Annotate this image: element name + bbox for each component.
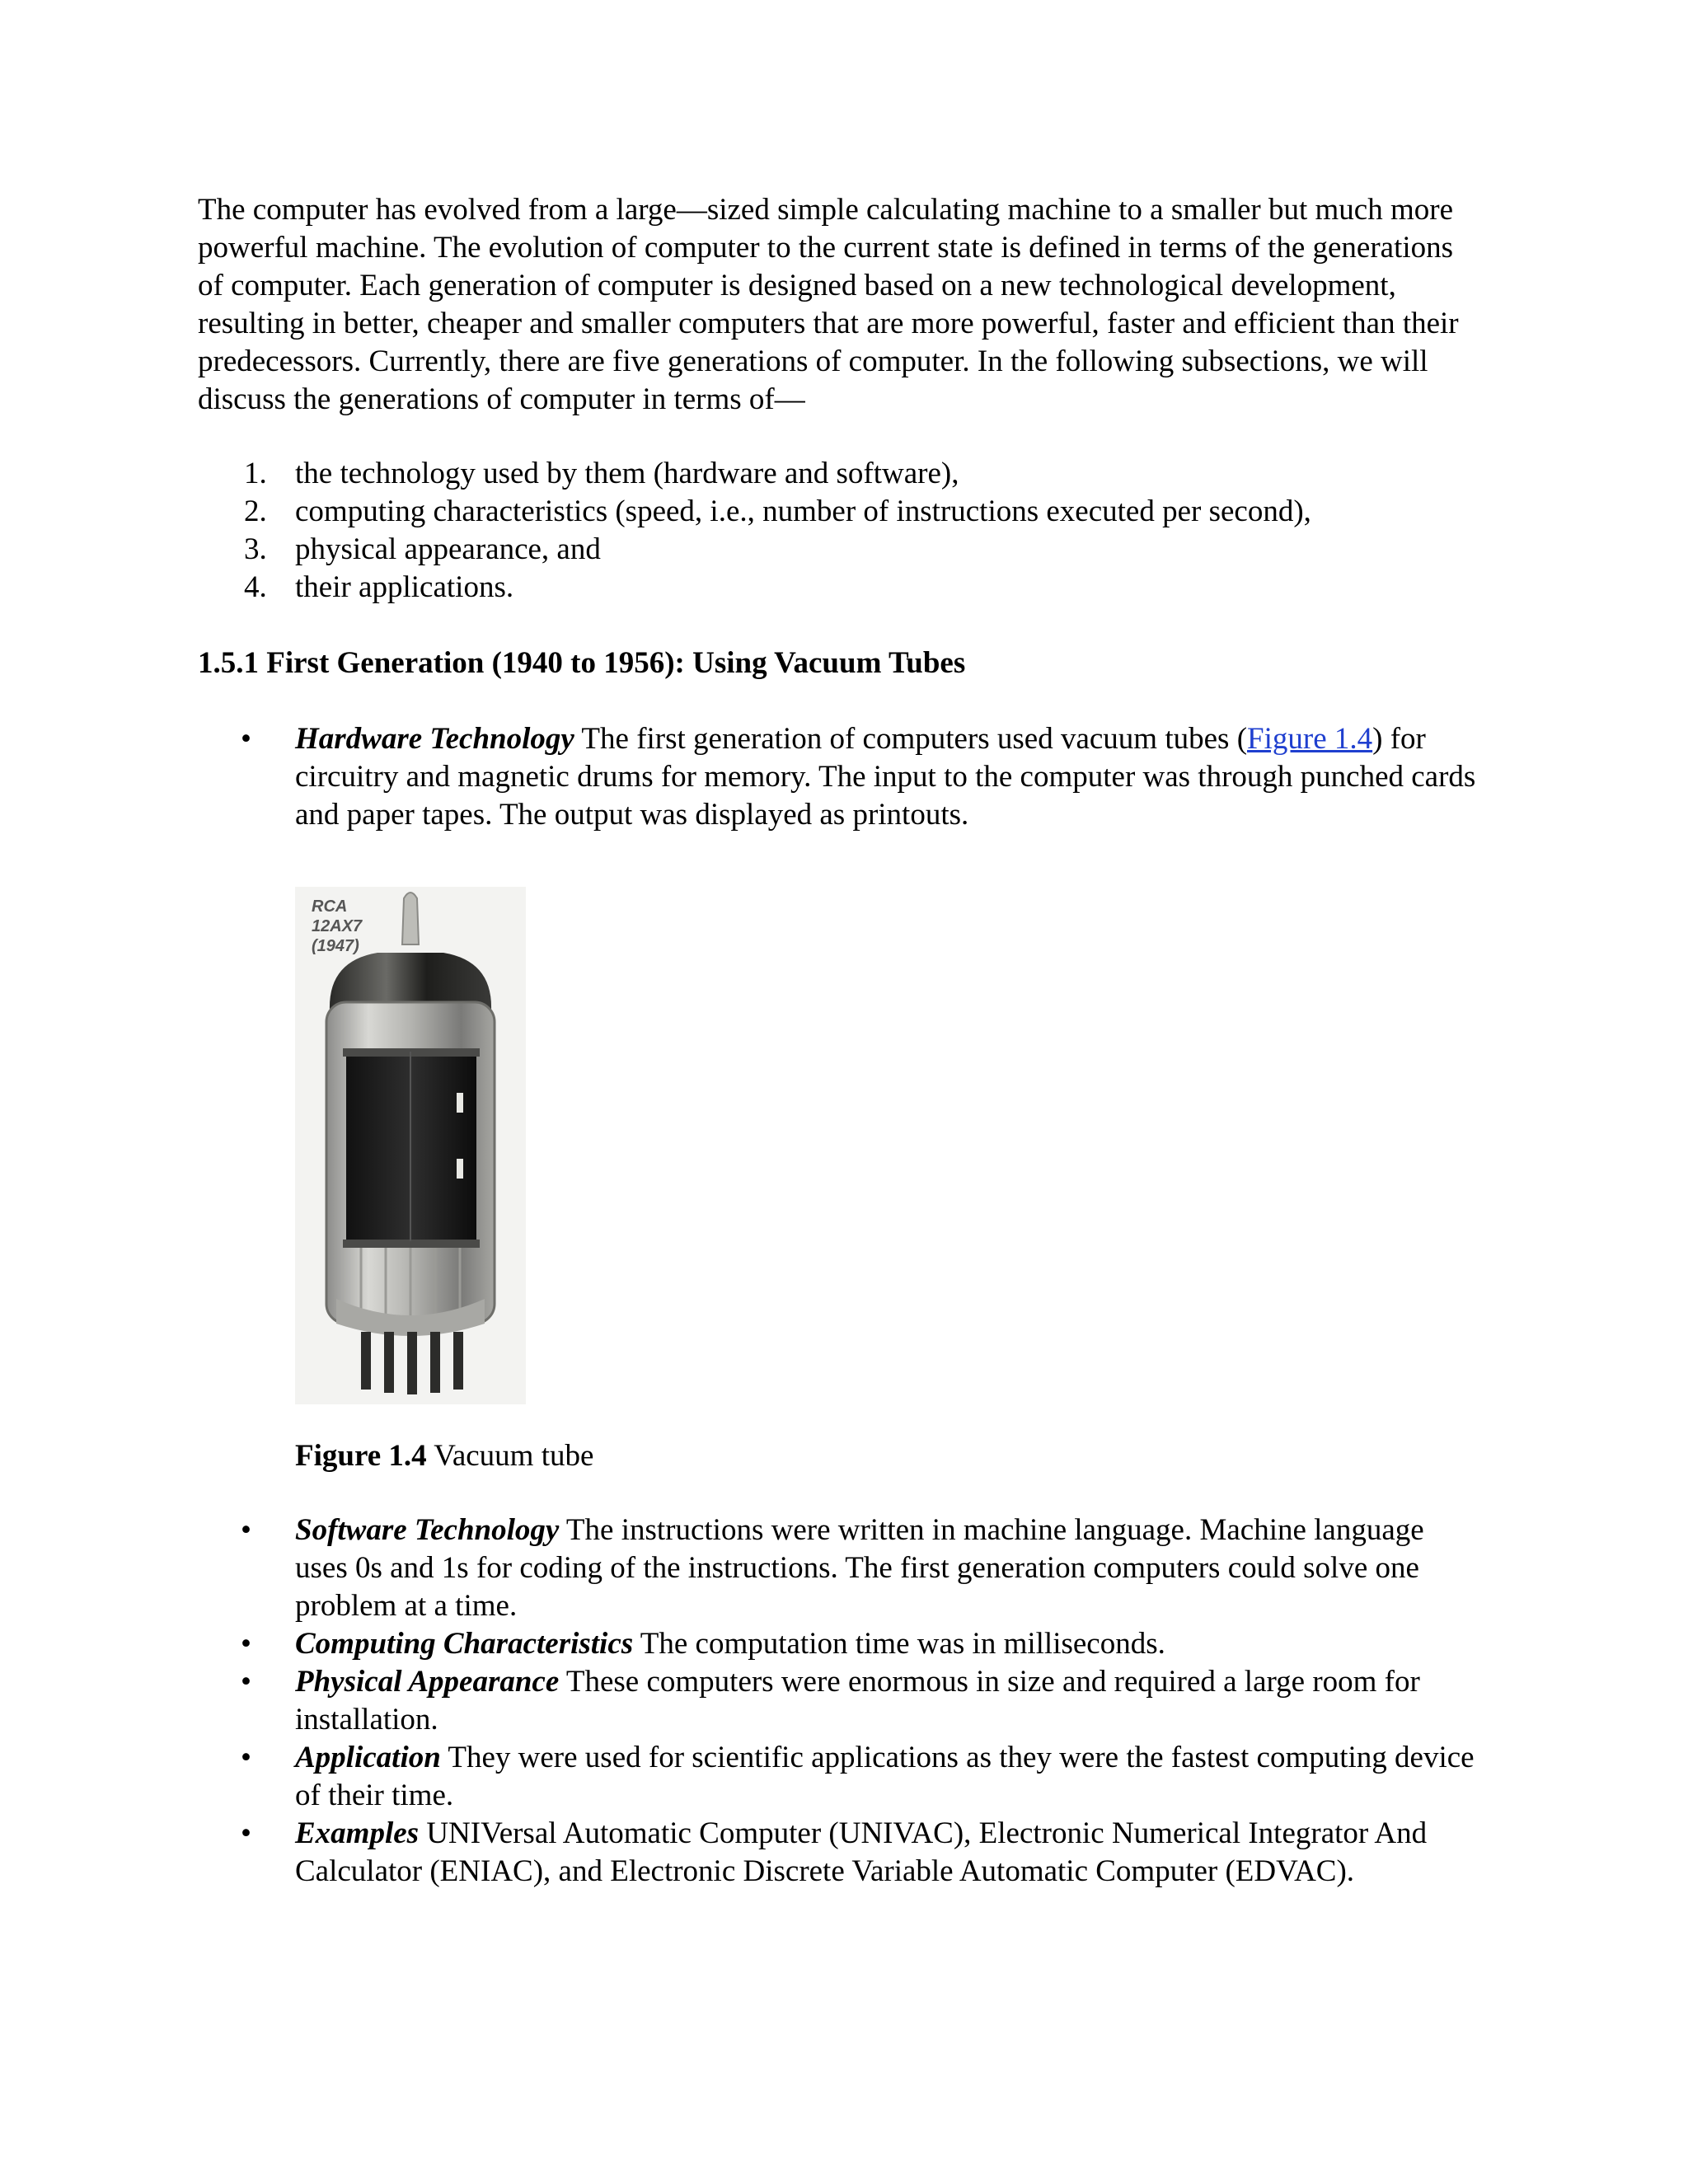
bullet-item <box>198 1739 1484 1815</box>
bullet-text: The first generation of computers used vacuum tubes ( <box>574 722 1248 756</box>
bullet-icon: • <box>241 1741 251 1774</box>
bullet-icon: • <box>241 1627 251 1661</box>
tube-label-line: 12AX7 <box>312 917 363 935</box>
bullet-list-characteristics <box>198 1511 1484 1891</box>
tube-label-line: (1947) <box>312 937 359 955</box>
bullet-list-hardware <box>198 720 1484 834</box>
bullet-text: They were used for scientific applications as they were the fastest computing device of their time. <box>295 1741 1475 1812</box>
caption-label: Figure 1.4 <box>295 1439 427 1473</box>
list-text: their applications. <box>295 570 514 604</box>
term-label: Physical Appearance <box>295 1665 560 1699</box>
bullet-text: The computation time was in milliseconds. <box>633 1627 1165 1661</box>
bullet-item <box>198 1815 1484 1891</box>
list-item <box>198 531 1484 569</box>
bullet-item-hardware <box>198 720 1484 834</box>
list-text: computing characteristics (speed, i.e., number of instructions executed per second), <box>295 494 1311 528</box>
bullet-icon: • <box>241 1816 251 1850</box>
vacuum-tube-image <box>295 887 526 1404</box>
caption-text: Vacuum tube <box>426 1439 594 1473</box>
list-text: the technology used by them (hardware and software), <box>295 457 959 490</box>
list-number: 4. <box>244 570 267 604</box>
list-number: 2. <box>244 494 267 528</box>
term-label: Hardware Technology <box>295 722 574 756</box>
figure-caption <box>295 1437 1484 1475</box>
bullet-text: UNIVersal Automatic Computer (UNIVAC), Electronic Numerical Integrator And Calculator (ENIAC), and Electronic Discrete Variable Automatic Computer (EDVAC). <box>295 1816 1428 1888</box>
figure-link[interactable]: Figure 1.4 <box>1247 722 1373 756</box>
term-label: Application <box>295 1741 441 1774</box>
bullet-text: ) for circuitry and magnetic drums for memory. The input to the computer was through punched cards and paper tapes. The output was displayed as printouts. <box>295 722 1476 832</box>
document-page <box>198 191 1484 1891</box>
list-number: 1. <box>244 457 267 490</box>
list-number: 3. <box>244 532 267 566</box>
figure <box>295 887 1484 1475</box>
term-label: Examples <box>295 1816 420 1850</box>
term-label: Computing Characteristics <box>295 1627 634 1661</box>
numbered-list <box>198 455 1484 607</box>
intro-paragraph: The computer has evolved from a large—sized simple calculating machine to a smaller but much more powerful machine. The evolution of computer to the current state is defined in terms of the generations of computer. Each generation of computer is designed based on a new technological development, resulting in better, cheaper and smaller computers that are more powerful, faster and efficient than their predecessors. Currently, there are five generations of computer. In the following subsections, we will discuss the generations of computer in terms of— <box>198 193 1459 416</box>
bullet-text: The instructions were written in machine language. Machine language uses 0s and 1s for coding of the instructions. The first generation computers could solve one problem at a time. <box>295 1513 1424 1623</box>
bullet-icon: • <box>241 722 251 756</box>
bullet-item <box>198 1663 1484 1739</box>
term-label: Software Technology <box>295 1513 560 1547</box>
bullet-text: These computers were enormous in size and required a large room for installation. <box>295 1665 1420 1736</box>
list-text: physical appearance, and <box>295 532 601 566</box>
section-heading: 1.5.1 First Generation (1940 to 1956): Using Vacuum Tubes <box>198 646 966 680</box>
tube-label-line: RCA <box>312 898 348 916</box>
bullet-item <box>198 1625 1484 1663</box>
bullet-icon: • <box>241 1665 251 1699</box>
list-item <box>198 569 1484 607</box>
list-item <box>198 455 1484 493</box>
bullet-icon: • <box>241 1513 251 1547</box>
list-item <box>198 493 1484 531</box>
bullet-item <box>198 1511 1484 1625</box>
